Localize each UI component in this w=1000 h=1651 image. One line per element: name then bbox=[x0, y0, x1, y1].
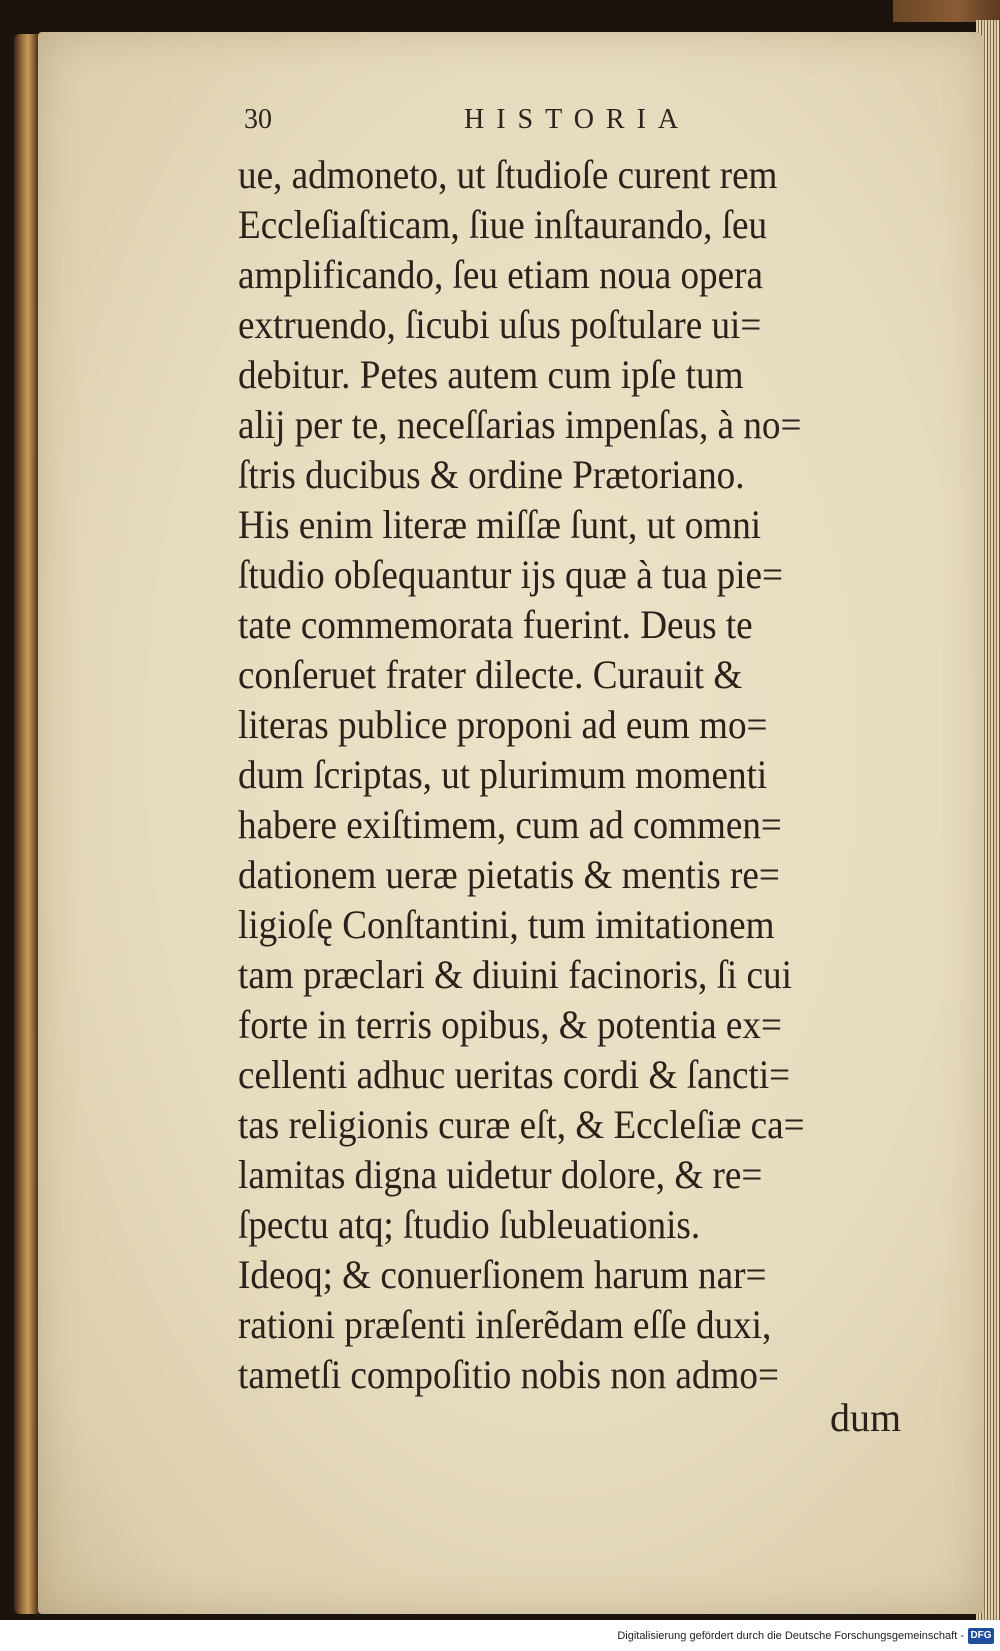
text-line: rationi præſenti inſerẽdam eſſe duxi, bbox=[238, 1302, 772, 1347]
text-line: forte in terris opibus, & potentia ex= bbox=[238, 1002, 782, 1047]
text-line: tam præclari & diuini facinoris, ſi cui bbox=[238, 952, 792, 997]
text-line: tate commemorata fuerint. Deus te bbox=[238, 602, 753, 647]
page-header bbox=[244, 100, 744, 140]
text-line: dationem ueræ pietatis & mentis re= bbox=[238, 852, 780, 897]
gilt-page-edge bbox=[14, 34, 40, 1614]
page-number: 30 bbox=[244, 104, 272, 135]
text-line: alij per te, neceſſarias impenſas, à no= bbox=[238, 402, 802, 447]
text-line: habere exiſtimem, cum ad commen= bbox=[238, 802, 782, 847]
text-line: His enim literæ miſſæ ſunt, ut omni bbox=[238, 502, 762, 547]
text-line: ue, admoneto, ut ſtudioſe curent rem bbox=[238, 152, 778, 197]
text-line: ligioſę Conſtantini, tum imitationem bbox=[238, 902, 775, 947]
text-line: Eccleſiaſticam, ſiue inſtaurando, ſeu bbox=[238, 202, 768, 247]
text-line: tametſi compoſitio nobis non admo= bbox=[238, 1352, 779, 1397]
text-line: cellenti adhuc ueritas cordi & ſancti= bbox=[238, 1052, 791, 1097]
text-line: Ideoq; & conuerſionem harum nar= bbox=[238, 1252, 767, 1297]
text-line: ſtris ducibus & ordine Prætoriano. bbox=[238, 452, 745, 497]
text-line: amplificando, ſeu etiam noua opera bbox=[238, 252, 763, 297]
body-text bbox=[238, 150, 938, 1400]
running-head: HISTORIA bbox=[464, 104, 691, 135]
digitization-credit: Digitalisierung gefördert durch die Deutsche Forschungsgemeinschaft - bbox=[617, 1630, 964, 1642]
dfg-logo: DFG bbox=[968, 1628, 994, 1644]
text-line: debitur. Petes autem cum ipſe tum bbox=[238, 352, 744, 397]
text-line: extruendo, ſicubi uſus poſtulare ui= bbox=[238, 302, 762, 347]
next-board-corner bbox=[893, 0, 1000, 22]
catchword: dum bbox=[830, 1395, 902, 1440]
text-line: tas religionis curæ eſt, & Eccleſiæ ca= bbox=[238, 1102, 805, 1147]
text-line: lamitas digna uidetur dolore, & re= bbox=[238, 1152, 763, 1197]
text-line: conſeruet frater dilecte. Curauit & bbox=[238, 652, 743, 697]
text-line: ſpectu atq; ſtudio ſubleuationis. bbox=[238, 1202, 701, 1247]
text-line: literas publice proponi ad eum mo= bbox=[238, 702, 768, 747]
text-line: dum ſcriptas, ut plurimum momenti bbox=[238, 752, 768, 797]
text-line: ſtudio obſequantur ijs quæ à tua pie= bbox=[238, 552, 783, 597]
